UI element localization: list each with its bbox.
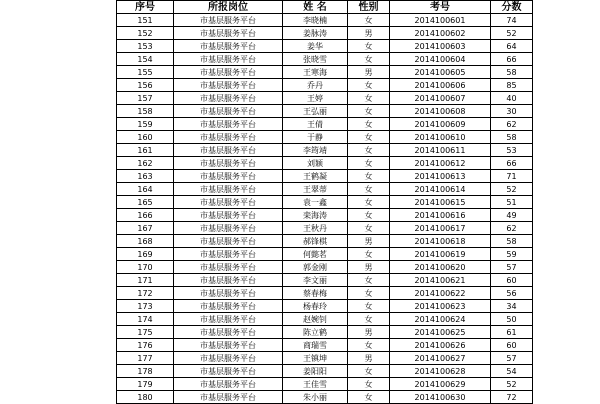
serial-cell: 161 bbox=[117, 144, 174, 157]
gender-cell: 女 bbox=[348, 118, 390, 131]
serial-cell: 163 bbox=[117, 170, 174, 183]
position-cell: 市基层服务平台 bbox=[174, 339, 283, 352]
position-cell: 市基层服务平台 bbox=[174, 170, 283, 183]
name-cell: 郭金刚 bbox=[283, 261, 348, 274]
table-row bbox=[117, 53, 533, 66]
score-cell: 60 bbox=[491, 274, 533, 287]
score-cell: 61 bbox=[491, 326, 533, 339]
score-cell: 40 bbox=[491, 92, 533, 105]
score-cell: 52 bbox=[491, 183, 533, 196]
name-cell: 王寒海 bbox=[283, 66, 348, 79]
position-cell: 市基层服务平台 bbox=[174, 196, 283, 209]
exam-id-cell: 2014100617 bbox=[390, 222, 491, 235]
name-cell: 姜脉涛 bbox=[283, 27, 348, 40]
score-cell: 52 bbox=[491, 27, 533, 40]
exam-id-cell: 2014100608 bbox=[390, 105, 491, 118]
table-row bbox=[117, 313, 533, 326]
header-row bbox=[117, 1, 533, 14]
score-cell: 56 bbox=[491, 287, 533, 300]
name-cell: 李文丽 bbox=[283, 274, 348, 287]
serial-cell: 172 bbox=[117, 287, 174, 300]
name-cell: 陈立鹤 bbox=[283, 326, 348, 339]
gender-cell: 女 bbox=[348, 105, 390, 118]
position-cell: 市基层服务平台 bbox=[174, 157, 283, 170]
exam-id-cell: 2014100624 bbox=[390, 313, 491, 326]
position-cell: 市基层服务平台 bbox=[174, 313, 283, 326]
exam-id-cell: 2014100623 bbox=[390, 300, 491, 313]
exam-id-cell: 2014100611 bbox=[390, 144, 491, 157]
score-cell: 66 bbox=[491, 157, 533, 170]
exam-id-cell: 2014100604 bbox=[390, 53, 491, 66]
position-cell: 市基层服务平台 bbox=[174, 300, 283, 313]
score-cell: 74 bbox=[491, 14, 533, 27]
score-cell: 66 bbox=[491, 53, 533, 66]
name-cell: 刘颖 bbox=[283, 157, 348, 170]
gender-cell: 女 bbox=[348, 391, 390, 404]
serial-cell: 173 bbox=[117, 300, 174, 313]
serial-cell: 174 bbox=[117, 313, 174, 326]
score-cell: 58 bbox=[491, 235, 533, 248]
table-row bbox=[117, 261, 533, 274]
table-row bbox=[117, 274, 533, 287]
table-row bbox=[117, 222, 533, 235]
position-cell: 市基层服务平台 bbox=[174, 27, 283, 40]
gender-cell: 女 bbox=[348, 196, 390, 209]
name-cell: 郝锋棋 bbox=[283, 235, 348, 248]
position-cell: 市基层服务平台 bbox=[174, 92, 283, 105]
table-row bbox=[117, 196, 533, 209]
header-name: 姓 名 bbox=[283, 1, 348, 14]
name-cell: 姜华 bbox=[283, 40, 348, 53]
table-row bbox=[117, 209, 533, 222]
serial-cell: 157 bbox=[117, 92, 174, 105]
score-cell: 54 bbox=[491, 365, 533, 378]
table-row bbox=[117, 144, 533, 157]
score-cell: 62 bbox=[491, 118, 533, 131]
exam-id-cell: 2014100612 bbox=[390, 157, 491, 170]
gender-cell: 女 bbox=[348, 248, 390, 261]
score-cell: 71 bbox=[491, 170, 533, 183]
name-cell: 王佳雪 bbox=[283, 378, 348, 391]
table-row bbox=[117, 365, 533, 378]
name-cell: 乔丹 bbox=[283, 79, 348, 92]
gender-cell: 女 bbox=[348, 131, 390, 144]
table-row bbox=[117, 92, 533, 105]
position-cell: 市基层服务平台 bbox=[174, 118, 283, 131]
position-cell: 市基层服务平台 bbox=[174, 222, 283, 235]
name-cell: 王鹤凝 bbox=[283, 170, 348, 183]
exam-id-cell: 2014100625 bbox=[390, 326, 491, 339]
serial-cell: 155 bbox=[117, 66, 174, 79]
position-cell: 市基层服务平台 bbox=[174, 79, 283, 92]
position-cell: 市基层服务平台 bbox=[174, 235, 283, 248]
gender-cell: 男 bbox=[348, 261, 390, 274]
position-cell: 市基层服务平台 bbox=[174, 40, 283, 53]
position-cell: 市基层服务平台 bbox=[174, 248, 283, 261]
name-cell: 王婷 bbox=[283, 92, 348, 105]
table-row bbox=[117, 27, 533, 40]
table-row bbox=[117, 131, 533, 144]
header-position: 所报岗位 bbox=[174, 1, 283, 14]
gender-cell: 女 bbox=[348, 157, 390, 170]
score-cell: 58 bbox=[491, 131, 533, 144]
gender-cell: 女 bbox=[348, 14, 390, 27]
gender-cell: 女 bbox=[348, 53, 390, 66]
gender-cell: 女 bbox=[348, 183, 390, 196]
serial-cell: 180 bbox=[117, 391, 174, 404]
serial-cell: 170 bbox=[117, 261, 174, 274]
gender-cell: 男 bbox=[348, 27, 390, 40]
table-row bbox=[117, 300, 533, 313]
gender-cell: 女 bbox=[348, 79, 390, 92]
name-cell: 李晓楠 bbox=[283, 14, 348, 27]
score-cell: 53 bbox=[491, 144, 533, 157]
exam-id-cell: 2014100626 bbox=[390, 339, 491, 352]
table-row bbox=[117, 157, 533, 170]
name-cell: 蔡春梅 bbox=[283, 287, 348, 300]
score-cell: 34 bbox=[491, 300, 533, 313]
exam-id-cell: 2014100615 bbox=[390, 196, 491, 209]
name-cell: 袁一鑫 bbox=[283, 196, 348, 209]
name-cell: 朱小丽 bbox=[283, 391, 348, 404]
serial-cell: 167 bbox=[117, 222, 174, 235]
table-row bbox=[117, 183, 533, 196]
position-cell: 市基层服务平台 bbox=[174, 365, 283, 378]
position-cell: 市基层服务平台 bbox=[174, 209, 283, 222]
table-row bbox=[117, 378, 533, 391]
gender-cell: 女 bbox=[348, 300, 390, 313]
table-row bbox=[117, 326, 533, 339]
table-row bbox=[117, 352, 533, 365]
position-cell: 市基层服务平台 bbox=[174, 352, 283, 365]
serial-cell: 179 bbox=[117, 378, 174, 391]
score-cell: 85 bbox=[491, 79, 533, 92]
name-cell: 姜阳阳 bbox=[283, 365, 348, 378]
score-cell: 52 bbox=[491, 378, 533, 391]
score-cell: 50 bbox=[491, 313, 533, 326]
gender-cell: 女 bbox=[348, 287, 390, 300]
score-cell: 62 bbox=[491, 222, 533, 235]
serial-cell: 169 bbox=[117, 248, 174, 261]
table-row bbox=[117, 287, 533, 300]
serial-cell: 162 bbox=[117, 157, 174, 170]
position-cell: 市基层服务平台 bbox=[174, 105, 283, 118]
score-table bbox=[116, 0, 533, 404]
position-cell: 市基层服务平台 bbox=[174, 261, 283, 274]
table-row bbox=[117, 79, 533, 92]
table-row bbox=[117, 235, 533, 248]
header-serial: 序号 bbox=[117, 1, 174, 14]
name-cell: 何懿茗 bbox=[283, 248, 348, 261]
name-cell: 于静 bbox=[283, 131, 348, 144]
table-row bbox=[117, 339, 533, 352]
gender-cell: 女 bbox=[348, 144, 390, 157]
exam-id-cell: 2014100606 bbox=[390, 79, 491, 92]
name-cell: 李筠靖 bbox=[283, 144, 348, 157]
table-row bbox=[117, 118, 533, 131]
header-gender: 性别 bbox=[348, 1, 390, 14]
serial-cell: 176 bbox=[117, 339, 174, 352]
position-cell: 市基层服务平台 bbox=[174, 326, 283, 339]
gender-cell: 女 bbox=[348, 92, 390, 105]
exam-id-cell: 2014100607 bbox=[390, 92, 491, 105]
score-cell: 60 bbox=[491, 339, 533, 352]
gender-cell: 男 bbox=[348, 66, 390, 79]
gender-cell: 女 bbox=[348, 209, 390, 222]
score-cell: 57 bbox=[491, 261, 533, 274]
table-body bbox=[117, 14, 533, 404]
table-row bbox=[117, 105, 533, 118]
gender-cell: 男 bbox=[348, 235, 390, 248]
position-cell: 市基层服务平台 bbox=[174, 144, 283, 157]
score-cell: 30 bbox=[491, 105, 533, 118]
serial-cell: 152 bbox=[117, 27, 174, 40]
serial-cell: 177 bbox=[117, 352, 174, 365]
serial-cell: 164 bbox=[117, 183, 174, 196]
position-cell: 市基层服务平台 bbox=[174, 131, 283, 144]
table-row bbox=[117, 14, 533, 27]
serial-cell: 154 bbox=[117, 53, 174, 66]
name-cell: 张晓雪 bbox=[283, 53, 348, 66]
gender-cell: 女 bbox=[348, 339, 390, 352]
exam-id-cell: 2014100619 bbox=[390, 248, 491, 261]
exam-id-cell: 2014100616 bbox=[390, 209, 491, 222]
serial-cell: 151 bbox=[117, 14, 174, 27]
serial-cell: 171 bbox=[117, 274, 174, 287]
exam-id-cell: 2014100613 bbox=[390, 170, 491, 183]
header-score: 分数 bbox=[491, 1, 533, 14]
serial-cell: 165 bbox=[117, 196, 174, 209]
exam-id-cell: 2014100627 bbox=[390, 352, 491, 365]
gender-cell: 男 bbox=[348, 326, 390, 339]
header-exam-id: 考号 bbox=[390, 1, 491, 14]
score-cell: 51 bbox=[491, 196, 533, 209]
position-cell: 市基层服务平台 bbox=[174, 287, 283, 300]
exam-id-cell: 2014100609 bbox=[390, 118, 491, 131]
serial-cell: 166 bbox=[117, 209, 174, 222]
name-cell: 王弘丽 bbox=[283, 105, 348, 118]
gender-cell: 女 bbox=[348, 365, 390, 378]
score-cell: 64 bbox=[491, 40, 533, 53]
serial-cell: 160 bbox=[117, 131, 174, 144]
exam-id-cell: 2014100610 bbox=[390, 131, 491, 144]
table-row bbox=[117, 170, 533, 183]
position-cell: 市基层服务平台 bbox=[174, 378, 283, 391]
exam-id-cell: 2014100602 bbox=[390, 27, 491, 40]
position-cell: 市基层服务平台 bbox=[174, 53, 283, 66]
position-cell: 市基层服务平台 bbox=[174, 391, 283, 404]
name-cell: 杨春玲 bbox=[283, 300, 348, 313]
exam-id-cell: 2014100603 bbox=[390, 40, 491, 53]
table-row bbox=[117, 248, 533, 261]
exam-id-cell: 2014100618 bbox=[390, 235, 491, 248]
gender-cell: 女 bbox=[348, 222, 390, 235]
exam-id-cell: 2014100621 bbox=[390, 274, 491, 287]
score-cell: 72 bbox=[491, 391, 533, 404]
name-cell: 赵婉钊 bbox=[283, 313, 348, 326]
serial-cell: 158 bbox=[117, 105, 174, 118]
name-cell: 栾海涛 bbox=[283, 209, 348, 222]
serial-cell: 168 bbox=[117, 235, 174, 248]
score-cell: 58 bbox=[491, 66, 533, 79]
exam-id-cell: 2014100630 bbox=[390, 391, 491, 404]
exam-id-cell: 2014100601 bbox=[390, 14, 491, 27]
table-row bbox=[117, 40, 533, 53]
table-row bbox=[117, 391, 533, 404]
name-cell: 王秋丹 bbox=[283, 222, 348, 235]
exam-id-cell: 2014100620 bbox=[390, 261, 491, 274]
gender-cell: 女 bbox=[348, 313, 390, 326]
name-cell: 商瑞雪 bbox=[283, 339, 348, 352]
exam-id-cell: 2014100614 bbox=[390, 183, 491, 196]
exam-id-cell: 2014100622 bbox=[390, 287, 491, 300]
serial-cell: 156 bbox=[117, 79, 174, 92]
table-row bbox=[117, 66, 533, 79]
score-cell: 59 bbox=[491, 248, 533, 261]
name-cell: 王翠蒂 bbox=[283, 183, 348, 196]
position-cell: 市基层服务平台 bbox=[174, 183, 283, 196]
name-cell: 王镇坤 bbox=[283, 352, 348, 365]
gender-cell: 女 bbox=[348, 170, 390, 183]
serial-cell: 178 bbox=[117, 365, 174, 378]
serial-cell: 153 bbox=[117, 40, 174, 53]
gender-cell: 女 bbox=[348, 274, 390, 287]
serial-cell: 159 bbox=[117, 118, 174, 131]
position-cell: 市基层服务平台 bbox=[174, 66, 283, 79]
exam-id-cell: 2014100628 bbox=[390, 365, 491, 378]
score-cell: 57 bbox=[491, 352, 533, 365]
gender-cell: 男 bbox=[348, 352, 390, 365]
serial-cell: 175 bbox=[117, 326, 174, 339]
position-cell: 市基层服务平台 bbox=[174, 274, 283, 287]
name-cell: 王倩 bbox=[283, 118, 348, 131]
gender-cell: 女 bbox=[348, 40, 390, 53]
score-cell: 49 bbox=[491, 209, 533, 222]
exam-id-cell: 2014100605 bbox=[390, 66, 491, 79]
position-cell: 市基层服务平台 bbox=[174, 14, 283, 27]
gender-cell: 女 bbox=[348, 378, 390, 391]
exam-id-cell: 2014100629 bbox=[390, 378, 491, 391]
